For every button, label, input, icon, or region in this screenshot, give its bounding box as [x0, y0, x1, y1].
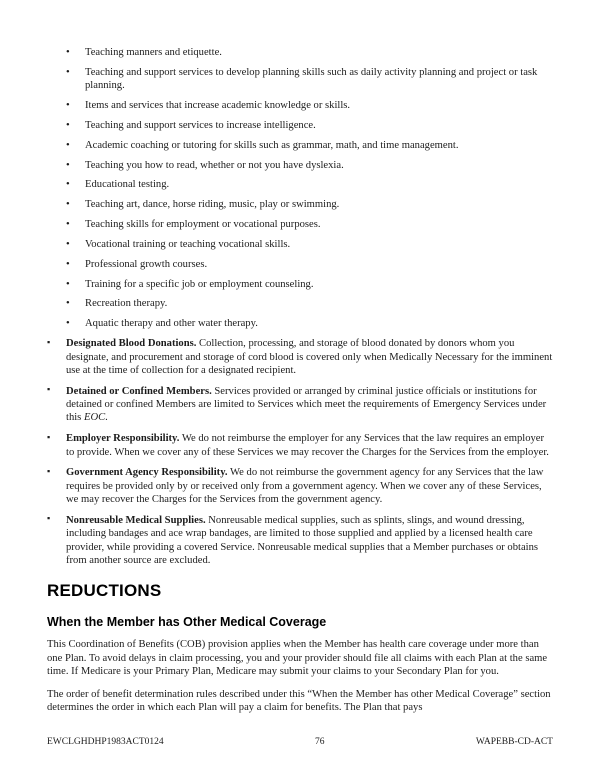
round-bullet-icon: •	[66, 100, 70, 112]
round-bullet-icon: •	[66, 278, 70, 290]
exclusion-item	[47, 385, 553, 425]
sub-list-item	[47, 218, 553, 231]
sub-list-item-text: Vocational training or teaching vocational skills.	[85, 238, 291, 250]
exclusion-item-title: Government Agency Responsibility.	[66, 467, 228, 479]
sub-list-item-text: Educational testing.	[85, 179, 170, 191]
round-bullet-icon: •	[66, 119, 70, 131]
sub-list-item-text: Academic coaching or tutoring for skills such as grammar, math, and time management.	[85, 139, 459, 151]
other-medical-coverage-subheading: When the Member has Other Medical Coverage	[47, 614, 327, 629]
round-bullet-icon: •	[66, 199, 70, 211]
square-bullet-icon: ▪	[47, 465, 51, 476]
exclusion-item	[47, 432, 553, 459]
exclusion-item	[47, 337, 553, 377]
exclusion-item-title: Nonreusable Medical Supplies.	[66, 514, 206, 526]
sub-list-item	[47, 198, 553, 211]
footer-plan-code: WAPEBB-CD-ACT	[475, 737, 553, 748]
italic-term: EOC	[83, 412, 106, 424]
sub-list-item	[47, 99, 553, 112]
sub-list-item	[47, 119, 553, 132]
paragraph-cob-intro: This Coordination of Benefits (COB) provision applies when the Member has health care coverage under more than one Plan. To avoid delays in claim processing, you and your provider should file all claims with each Plan at the same time. If Medicare is your Primary Plan, Medicare may submit your claims to your Secondary Plan for you.	[47, 639, 548, 678]
sub-list-item	[47, 238, 553, 251]
round-bullet-icon: •	[66, 179, 70, 191]
square-bullet-icon: ▪	[47, 384, 51, 395]
round-bullet-icon: •	[66, 47, 70, 58]
sub-list-item	[47, 317, 553, 330]
round-bullet-icon: •	[66, 66, 70, 78]
paragraph-order-of-benefits: The order of benefit determination rules described under this “When the Member has other Medical Coverage” section determines the order in which each Plan will pay a claim for benefits. The Plan that pays	[47, 688, 551, 713]
square-bullet-icon: ▪	[47, 513, 51, 524]
sub-list-item-text: Teaching skills for employment or vocational purposes.	[85, 219, 321, 231]
sub-list-item-text: Teaching and support services to increase intelligence.	[85, 119, 316, 131]
sub-list-item-text: Teaching and support services to develop planning skills such as daily activity planning and project or task planning.	[85, 66, 538, 92]
sub-list-item-text: Teaching manners and etiquette.	[85, 47, 222, 58]
sub-list-item	[47, 66, 553, 93]
sub-list-item	[47, 297, 553, 310]
sub-list-item-text: Professional growth courses.	[85, 258, 208, 270]
sub-list-item	[47, 258, 553, 271]
round-bullet-icon: •	[66, 238, 70, 250]
exclusion-item-title: Employer Responsibility.	[66, 433, 180, 445]
exclusion-item-title: Detained or Confined Members.	[66, 385, 212, 397]
exclusion-item	[47, 466, 553, 506]
exclusion-list	[47, 337, 553, 567]
exclusion-item	[47, 514, 553, 567]
square-bullet-icon: ▪	[47, 336, 51, 347]
exclusion-item-text: Nonreusable medical supplies, such as splints, slings, and wound dressing, including bandages and ace wrap bandages, are limited to those supplied and applied by a licensed health care provider, while providing a covered Service. Nonreusable medical supplies that a Member purchases or obtains from another source are excluded.	[66, 514, 539, 566]
sub-list-item	[47, 139, 553, 152]
round-bullet-icon: •	[66, 159, 70, 171]
sub-list-item-text: Training for a specific job or employment counseling.	[85, 278, 314, 290]
square-bullet-icon: ▪	[47, 431, 51, 442]
round-bullet-icon: •	[66, 298, 70, 310]
exclusion-item-text: Services provided or arranged by criminal justice officials or institutions for detained or confined Members are limited to Services which meet the requirements of Emergency Services under this	[66, 385, 547, 424]
page-footer	[47, 737, 553, 749]
sub-list-item-text: Recreation therapy.	[85, 298, 168, 310]
exclusion-item-text: Collection, processing, and storage of blood donated by donors whom you designate, and procurement and storage of cord blood is covered only when Medically Necessary for the imminent use at the time of collection for a designated recipient.	[66, 338, 553, 376]
exclusion-item-title: Designated Blood Donations.	[66, 338, 197, 350]
footer-page-number: 76	[315, 737, 325, 748]
exclusion-item-text: We do not reimburse the employer for any Services that the law requires an employer to provide. When we cover any of these Services we may recover the Charges for the Services from the employer.	[66, 433, 549, 458]
sub-list-item	[47, 278, 553, 291]
exclusion-item-tail: .	[105, 412, 108, 424]
sub-list-item-text: Teaching you how to read, whether or not you have dyslexia.	[85, 159, 344, 171]
exclusion-item-text: We do not reimburse the government agency for any Services that the law requires be provided only by or received only from a government agency. When we cover any of these Services, we may recover the Charges for the Services from the government agency.	[66, 467, 544, 506]
sub-list-item	[47, 46, 553, 59]
sub-bullet-list	[47, 46, 553, 331]
round-bullet-icon: •	[66, 258, 70, 270]
round-bullet-icon: •	[66, 219, 70, 231]
round-bullet-icon: •	[66, 139, 70, 151]
footer-document-code: EWCLGHDHP1983ACT0124	[47, 737, 164, 748]
sub-list-item-text: Teaching art, dance, horse riding, music, play or swimming.	[85, 199, 340, 211]
sub-list-item-text: Items and services that increase academic knowledge or skills.	[85, 100, 351, 112]
reductions-heading: REDUCTIONS	[47, 581, 162, 601]
sub-list-item-text: Aquatic therapy and other water therapy.	[85, 318, 258, 330]
sub-list-item	[47, 159, 553, 172]
sub-list-item	[47, 178, 553, 191]
round-bullet-icon: •	[66, 318, 70, 330]
